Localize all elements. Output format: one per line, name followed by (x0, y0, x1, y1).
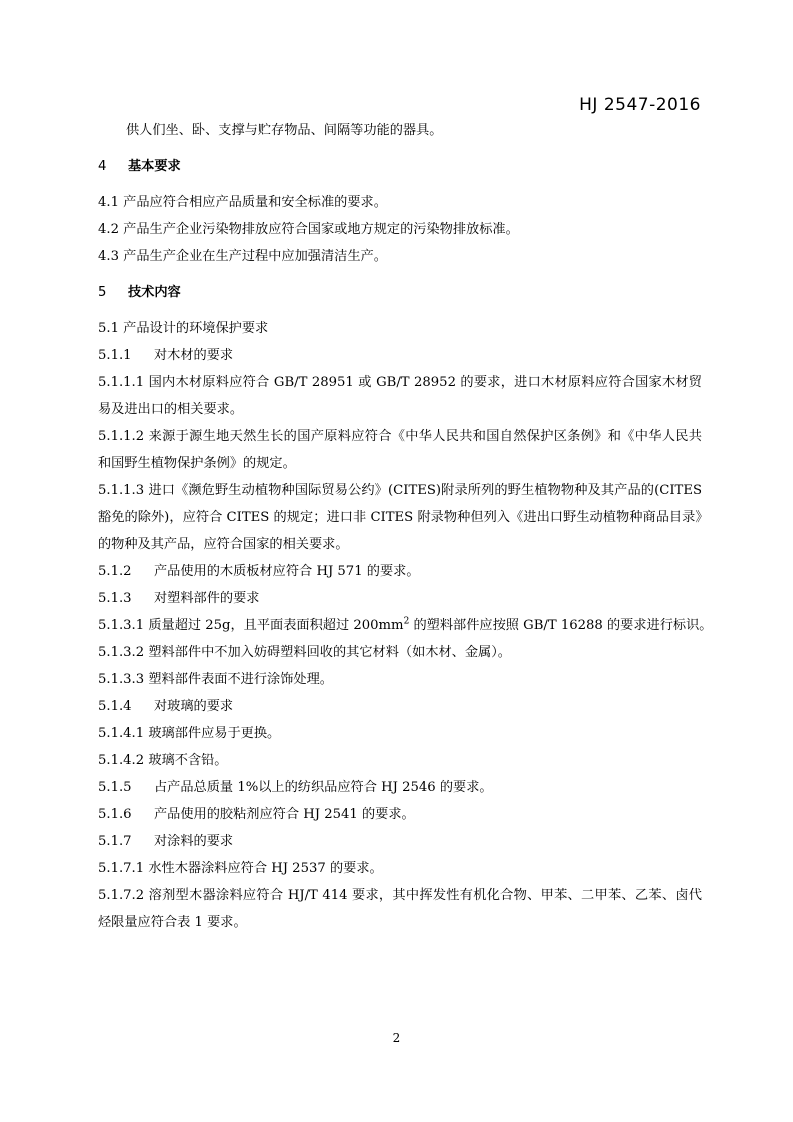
clause-5-1-4-2: 5.1.4.2 玻璃不含铅。 (98, 753, 228, 768)
clause-5-1-1-3: 5.1.1.3 进口《濒危野生动植物种国际贸易公约》(CITES)附录所列的野生植物物种及其产品的(CITES豁免的除外)，应符合 CITES 的规定；进口非 CITES 附录物种但列入《进出口野生动植物种商品目录》的物种及其产品，应符合国家的相关要求。 (98, 483, 702, 552)
section-heading-4 (98, 153, 702, 180)
clause-text: 对木材的要求 (154, 348, 234, 363)
superscript: 2 (403, 616, 410, 627)
clause-text: 对塑料部件的要求 (154, 591, 260, 606)
clause-text: 产品使用的胶粘剂应符合 HJ 2541 的要求。 (154, 807, 415, 822)
clause-number: 5.1.2 (98, 564, 132, 579)
clause-text: 占产品总质量 1%以上的纺织品应符合 HJ 2546 的要求。 (154, 780, 493, 795)
paragraph: 供人们坐、卧、支撑与贮存物品、间隔等功能的器具。 (126, 123, 443, 138)
clause-5-1-4 (98, 693, 702, 720)
section-number: 4 (98, 159, 107, 174)
clause-5-1-1-1: 5.1.1.1 国内木材原料应符合 GB/T 28951 或 GB/T 28952 的要求，进口木材原料应符合国家木材贸易及进出口的相关要求。 (98, 375, 702, 417)
section-title: 基本要求 (128, 159, 181, 174)
clause-text-b: 的塑料部件应按照 GB/T 16288 的要求进行标识。 (409, 618, 713, 633)
clause-text-a: 5.1.3.1 质量超过 25g，且平面表面积超过 200mm (98, 618, 404, 633)
document-body (98, 117, 713, 936)
clause-5-1-7-2: 5.1.7.2 溶剂型木器涂料应符合 HJ/T 414 要求，其中挥发性有机化合物、甲苯、二甲苯、乙苯、卤代烃限量应符合表 1 要求。 (98, 888, 702, 930)
section-heading-5 (98, 279, 702, 306)
clause-5-1-3-2: 5.1.3.2 塑料部件中不加入妨碍塑料回收的其它材料（如木材、金属）。 (98, 645, 511, 660)
section-number: 5 (98, 285, 107, 300)
clause-text: 产品使用的木质板材应符合 HJ 571 的要求。 (154, 564, 420, 579)
clause-5-1: 5.1 产品设计的环境保护要求 (98, 321, 269, 336)
clause-number: 5.1.7 (98, 834, 132, 849)
clause-5-1-3-3: 5.1.3.3 塑料部件表面不进行涂饰处理。 (98, 672, 333, 687)
clause-number: 5.1.4 (98, 699, 132, 714)
page-number: 2 (392, 1031, 401, 1045)
clause-5-1-1 (98, 342, 702, 369)
clause-number: 5.1.1 (98, 348, 132, 363)
clause-5-1-7-1: 5.1.7.1 水性木器涂料应符合 HJ 2537 的要求。 (98, 861, 383, 876)
clause-4-1: 4.1 产品应符合相应产品质量和安全标准的要求。 (98, 195, 387, 210)
section-title: 技术内容 (128, 285, 181, 300)
clause-4-2: 4.2 产品生产企业污染物排放应符合国家或地方规定的污染物排放标准。 (98, 222, 519, 237)
clause-5-1-3-1 (98, 612, 713, 639)
standard-code: HJ 2547-2016 (579, 95, 701, 115)
clause-5-1-6 (98, 801, 702, 828)
clause-5-1-5 (98, 774, 702, 801)
clause-number: 5.1.5 (98, 780, 132, 795)
clause-number: 5.1.3 (98, 591, 132, 606)
clause-5-1-2 (98, 558, 702, 585)
clause-5-1-4-1: 5.1.4.1 玻璃部件应易于更换。 (98, 726, 281, 741)
clause-text: 对涂料的要求 (154, 834, 234, 849)
clause-5-1-3 (98, 585, 702, 612)
clause-5-1-1-2: 5.1.1.2 来源于源生地天然生长的国产原料应符合《中华人民共和国自然保护区条例》和《中华人民共和国野生植物保护条例》的规定。 (98, 429, 702, 471)
clause-4-3: 4.3 产品生产企业在生产过程中应加强清洁生产。 (98, 249, 387, 264)
clause-text: 对玻璃的要求 (154, 699, 234, 714)
clause-number: 5.1.6 (98, 807, 132, 822)
clause-5-1-7 (98, 828, 702, 855)
